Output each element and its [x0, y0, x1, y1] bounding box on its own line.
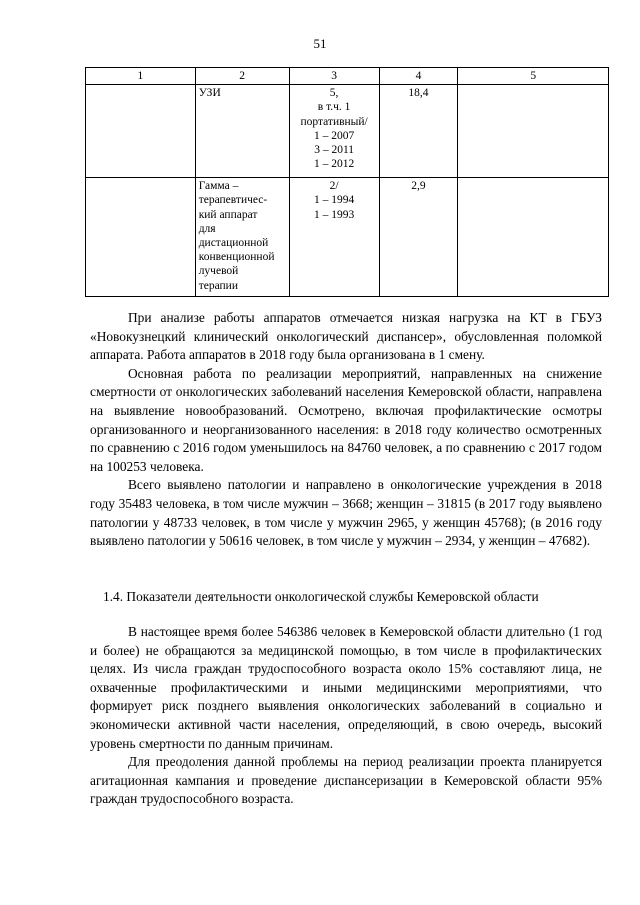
cell-line: 1 – 2007: [313, 129, 355, 142]
cell-line: дистационной: [198, 237, 269, 250]
page-number: 51: [313, 36, 327, 51]
cell-line: 1 – 1994: [313, 194, 355, 207]
cell-line: 2/: [329, 180, 339, 193]
table-cell-device: [195, 178, 289, 297]
table-header-cell: 2: [195, 68, 289, 85]
cell-line: кий аппарат: [198, 208, 258, 221]
table-header-cell: 5: [458, 68, 609, 85]
cell-line: конвенционной: [198, 251, 275, 264]
table-row: [86, 85, 609, 178]
cell-line: Гамма –: [198, 180, 239, 193]
section-heading: 1.4. Показатели деятельности онкологической службы Кемеровской области: [103, 589, 539, 604]
cell-line: 1 – 2012: [313, 158, 355, 171]
paragraph: При анализе работы аппаратов отмечается низкая нагрузка на КТ в ГБУЗ «Новокузнецкий клинический онкологический диспансер», обусловленная поломкой аппарата. Работа аппаратов в 2018 году была организована в 1 смену.: [90, 310, 602, 363]
table-row: [86, 178, 609, 297]
table-header-cell: 3: [289, 68, 379, 85]
table-cell-count: [289, 85, 379, 178]
cell-line: портативный/: [300, 115, 368, 128]
equipment-table: [85, 67, 609, 297]
body-text-top: [90, 309, 602, 551]
table-cell: [86, 178, 196, 297]
table-header-cell: 4: [379, 68, 458, 85]
cell-line: в т.ч. 1: [317, 101, 351, 114]
cell-line: терапевтичес-: [198, 194, 268, 207]
cell-line: для: [198, 222, 216, 235]
paragraph: Для преодоления данной проблемы на период реализации проекта планируется агитационная кампания и проведение диспансеризации в Кемеровской области 95% граждан трудоспособного возраста.: [90, 754, 602, 807]
table-cell-load: 2,9: [379, 178, 458, 297]
table-cell-device: [195, 85, 289, 178]
cell-line: терапии: [198, 279, 238, 292]
paragraph: Основная работа по реализации мероприятий, направленных на снижение смертности от онкологических заболеваний населения Кемеровской области, направлена на выявление новообразований. Осмотрено, включая профилактические осмотры организованного и неорганизованного населения: в 2018 году количество осмотренных по сравнению с 2016 годом уменьшилось на 84760 человек, а по сравнению с 2017 годом на 100253 человека.: [90, 365, 602, 474]
cell-line: УЗИ: [198, 87, 221, 100]
paragraph: Всего выявлено патологии и направлено в онкологические учреждения в 2018 году 35483 человека, в том числе мужчин – 3668; женщин – 31815 (в 2017 году выявлено патологии у 48733 человек, в том числе у мужчин 2965, у женщин 45768); (в 2016 году выявлено патологии у 50616 человек, в том числе у мужчин – 2934, у женщин – 47682).: [90, 477, 602, 549]
table-header-cell: 1: [86, 68, 196, 85]
cell-line: 1 – 1993: [313, 208, 355, 221]
table-cell-count: [289, 178, 379, 297]
paragraph: В настоящее время более 546386 человек в Кемеровской области длительно (1 год и более) не обращаются за медицинской помощью, в том числе в профилактических целях. Из числа граждан трудоспособного возраста около 15% составляют лица, не охваченные профилактическими и иными медицинскими мероприятиями, что формирует риск позднего выявления онкологических заболеваний в социально и экономически активной части населения, определяющий, в свою очередь, высокий уровень смертности по данным причинам.: [90, 624, 602, 751]
table-cell-load: 18,4: [379, 85, 458, 178]
table-cell: [458, 178, 609, 297]
cell-line: 3 – 2011: [314, 144, 355, 157]
cell-line: 5,: [329, 87, 339, 100]
table-cell: [86, 85, 196, 178]
body-text-bottom: [90, 623, 602, 809]
table-header-row: [86, 68, 609, 85]
cell-line: лучевой: [198, 265, 239, 278]
table-cell: [458, 85, 609, 178]
